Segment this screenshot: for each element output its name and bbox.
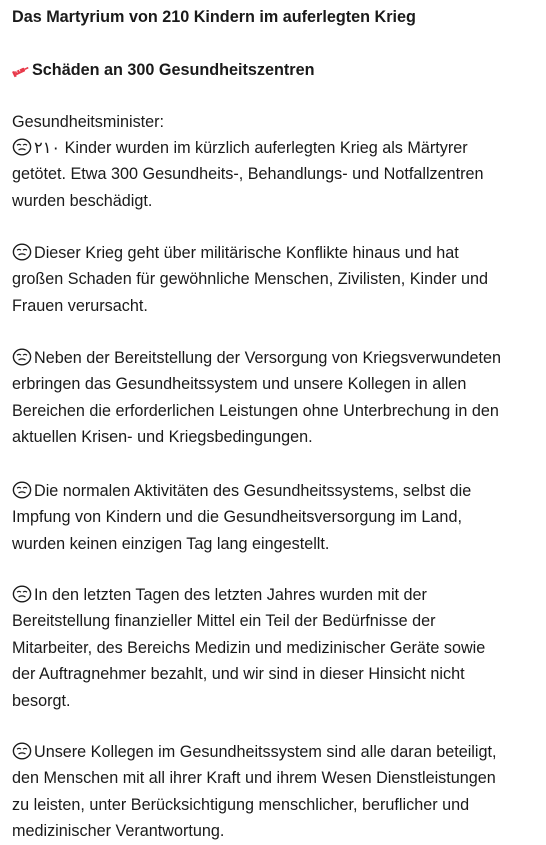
paragraph-first-line <box>12 742 538 762</box>
paragraph-first-line <box>12 348 538 368</box>
paragraph-text: erbringen das Gesundheitssystem und unsere Kollegen in allen <box>12 375 467 394</box>
paragraph-text: den Menschen mit all ihrer Kraft und ihrem Wesen Dienstleistungen <box>12 769 496 788</box>
sleepy-face-icon <box>12 243 32 261</box>
paragraph-line <box>12 401 538 421</box>
paragraph-line <box>12 164 538 184</box>
paragraph-text: Mitarbeiter, des Bereichs Medizin und medizinischer Geräte sowie <box>12 638 486 657</box>
paragraph-text: wurden beschädigt. <box>12 191 153 210</box>
paragraph-text: Die normalen Aktivitäten des Gesundheitssystems, selbst die <box>34 482 472 500</box>
paragraph-text: Neben der Bereitstellung der Versorgung von Kriegsverwundeten <box>34 349 502 367</box>
paragraph-first-line <box>12 138 538 158</box>
paragraph-text: Unsere Kollegen im Gesundheitssystem sind alle daran beteiligt, <box>34 743 497 761</box>
sleepy-face-icon <box>12 742 32 760</box>
paragraph-line <box>12 768 538 788</box>
paragraph-first-line <box>12 585 538 605</box>
paragraph-line <box>12 374 538 394</box>
paragraph-text: besorgt. <box>12 691 71 710</box>
sleepy-face-icon <box>12 585 32 603</box>
paragraph-line <box>12 534 538 554</box>
sleepy-face-icon <box>12 481 32 499</box>
paragraph-line <box>12 611 538 631</box>
paragraph-line <box>12 638 538 658</box>
sleepy-face-icon <box>12 138 32 156</box>
paragraph-text: getötet. Etwa 300 Gesundheits-, Behandlungs- und Notfallzentren <box>12 165 484 184</box>
paragraph-line <box>12 795 538 815</box>
paragraph-line <box>12 821 538 841</box>
paragraph-text: Impfung von Kindern und die Gesundheitsversorgung im Land, <box>12 508 462 527</box>
paragraph-line <box>12 507 538 527</box>
paragraph-line <box>12 691 538 711</box>
paragraph-text: großen Schaden für gewöhnliche Menschen, Zivilisten, Kinder und <box>12 270 489 289</box>
paragraph-text: ٢١٠ Kinder wurden im kürzlich auferlegten Krieg als Märtyrer <box>34 139 468 157</box>
paragraph-text: Dieser Krieg geht über militärische Konflikte hinaus und hat <box>34 244 459 262</box>
paragraph-line <box>12 269 538 289</box>
headline-text: Schäden an 300 Gesundheitszentren <box>32 61 315 79</box>
hypodermic-syringe-icon <box>12 64 30 78</box>
paragraph-text: Frauen verursacht. <box>12 296 148 315</box>
paragraph-text: der Auftragnehmer bezahlt, und wir sind in dieser Hinsicht nicht <box>12 665 465 684</box>
paragraph-text: Bereichen die erforderlichen Leistungen ohne Unterbrechung in den <box>12 401 499 420</box>
intro-text: Gesundheitsminister: <box>12 113 165 131</box>
paragraph-first-line <box>12 481 538 501</box>
paragraph-line <box>12 664 538 684</box>
message-title: Das Martyrium von 210 Kindern im auferlegten Krieg <box>12 8 416 26</box>
paragraph-text: In den letzten Tagen des letzten Jahres wurden mit der <box>34 586 427 604</box>
sleepy-face-icon <box>12 348 32 366</box>
paragraph-line <box>12 296 538 316</box>
paragraph-text: medizinischer Verantwortung. <box>12 822 225 841</box>
headline <box>12 60 538 80</box>
paragraph-text: zu leisten, unter Berücksichtigung menschlicher, beruflicher und <box>12 795 470 814</box>
paragraph-text: wurden keinen einzigen Tag lang eingestellt. <box>12 534 330 553</box>
paragraph-line <box>12 427 538 447</box>
paragraph-first-line <box>12 243 538 263</box>
paragraph-line <box>12 191 538 211</box>
paragraph-text: Bereitstellung finanzieller Mittel ein Teil der Bedürfnisse der <box>12 612 436 631</box>
paragraph-text: aktuellen Krisen- und Kriegsbedingungen. <box>12 428 313 447</box>
